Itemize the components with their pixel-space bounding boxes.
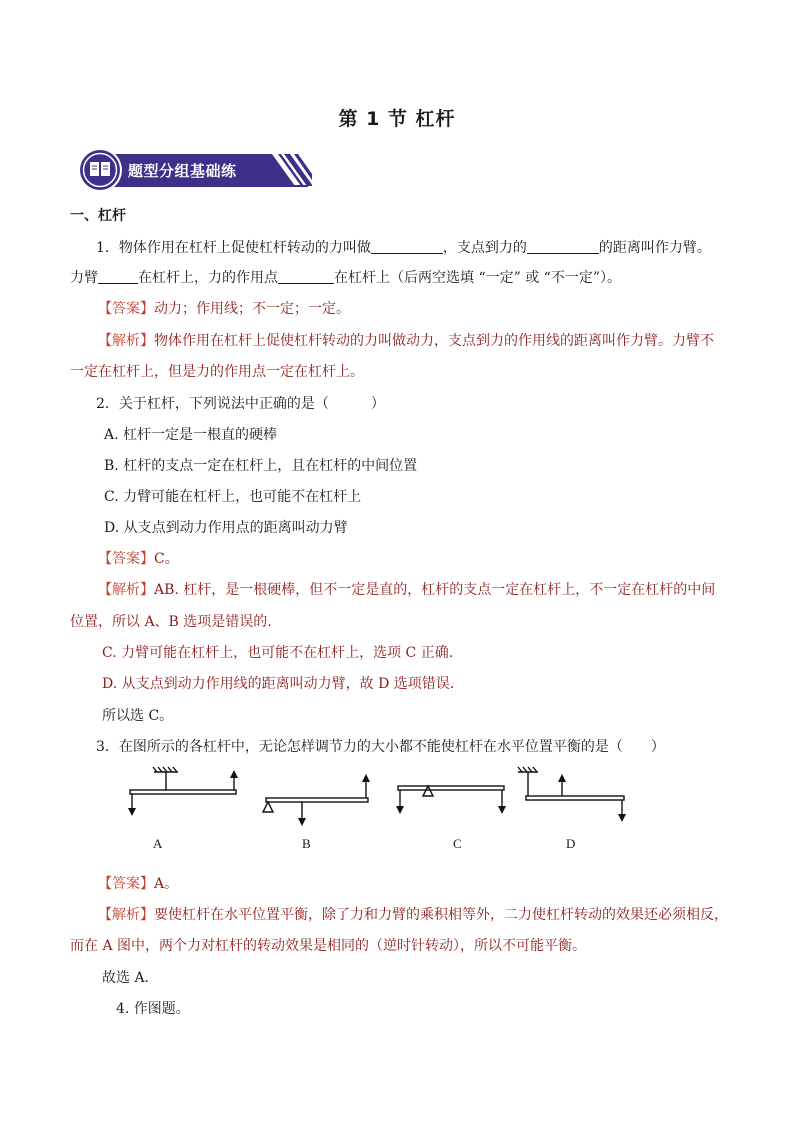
q2-stem: 2．关于杠杆，下列说法中正确的是（ ） — [96, 396, 385, 412]
page-title: 第 1 节 杠杆 — [338, 108, 456, 130]
q2-analysis-1: 【解析】AB. 杠杆，是一根硬棒，但不一定是直的，杠杆的支点一定在杠杆上，不一定在杠杆的中间 — [98, 582, 716, 598]
q1-analysis-1: 【解析】物体作用在杠杆上促使杠杆转动的力叫做动力，支点到力的作用线的距离叫作力臂。力臂不 — [98, 333, 714, 349]
blank-2 — [527, 238, 599, 254]
blank-4 — [278, 268, 334, 284]
q3-conclusion: 故选 A． — [102, 970, 159, 986]
q2-analysis-2: 位置，所以 A、B 选项是错误的. — [70, 614, 272, 630]
lever-b — [263, 778, 368, 822]
q2-answer: 【答案】C。 — [98, 551, 179, 567]
q2-option-d: D. 从支点到动力作用点的距离叫动力臂 — [104, 520, 348, 536]
figure-label-a: A — [153, 836, 163, 851]
lever-d — [518, 767, 624, 818]
q2-conclusion: 所以选 C。 — [102, 708, 174, 724]
q2-analysis-4: D. 从支点到动力作用线的距离叫动力臂，故 D 选项错误. — [102, 676, 455, 692]
blank-3 — [98, 268, 138, 284]
section-banner — [76, 146, 312, 194]
q2-option-b: B. 杠杆的支点一定在杠杆上，且在杠杆的中间位置 — [104, 458, 418, 474]
banner-label: 题型分组基础练 — [128, 162, 237, 180]
q3-answer: 【答案】A。 — [98, 876, 179, 892]
figure-label-d: D — [566, 836, 576, 851]
q1-analysis-2: 一定在杠杆上，但是力的作用点一定在杠杆上。 — [70, 364, 364, 380]
q3-stem: 3．在图所示的各杠杆中，无论怎样调节力的大小都不能使杠杆在水平位置平衡的是（ ） — [96, 739, 665, 755]
blank-1 — [371, 238, 443, 254]
section-heading: 一、杠杆 — [70, 208, 126, 224]
q3-lever-figures — [118, 764, 638, 854]
q3-analysis-1: 【解析】要使杠杆在水平位置平衡，除了力和力臂的乘积相等外，二力使杠杆转动的效果还必须相反， — [98, 907, 728, 923]
figure-label-b: B — [302, 836, 311, 851]
q3-analysis-2: 而在 A 图中，两个力对杠杆的转动效果是相同的（逆时针转动），所以不可能平衡。 — [70, 938, 587, 954]
figure-label-c: C — [453, 836, 462, 851]
q1-line2: 力臂 在杠杆上，力的作用点 在杠杆上（后两空选填 “一定” 或 “不一定”）。 — [70, 270, 621, 286]
q1-line1: 1．物体作用在杠杆上促使杠杆转动的力叫做 ，支点到力的 的距离叫作力臂。 — [96, 240, 711, 256]
lever-a — [130, 767, 236, 812]
q2-analysis-3: C. 力臂可能在杠杆上，也可能不在杠杆上，选项 C 正确. — [102, 645, 454, 661]
q4-stem: 4. 作图题。 — [116, 1001, 190, 1017]
q2-option-a: A. 杠杆一定是一根直的硬棒 — [104, 427, 278, 443]
q2-option-c: C. 力臂可能在杠杆上，也可能不在杠杆上 — [104, 489, 362, 505]
q1-answer: 【答案】动力；作用线；不一定；一定。 — [98, 301, 350, 317]
lever-c — [398, 786, 504, 810]
